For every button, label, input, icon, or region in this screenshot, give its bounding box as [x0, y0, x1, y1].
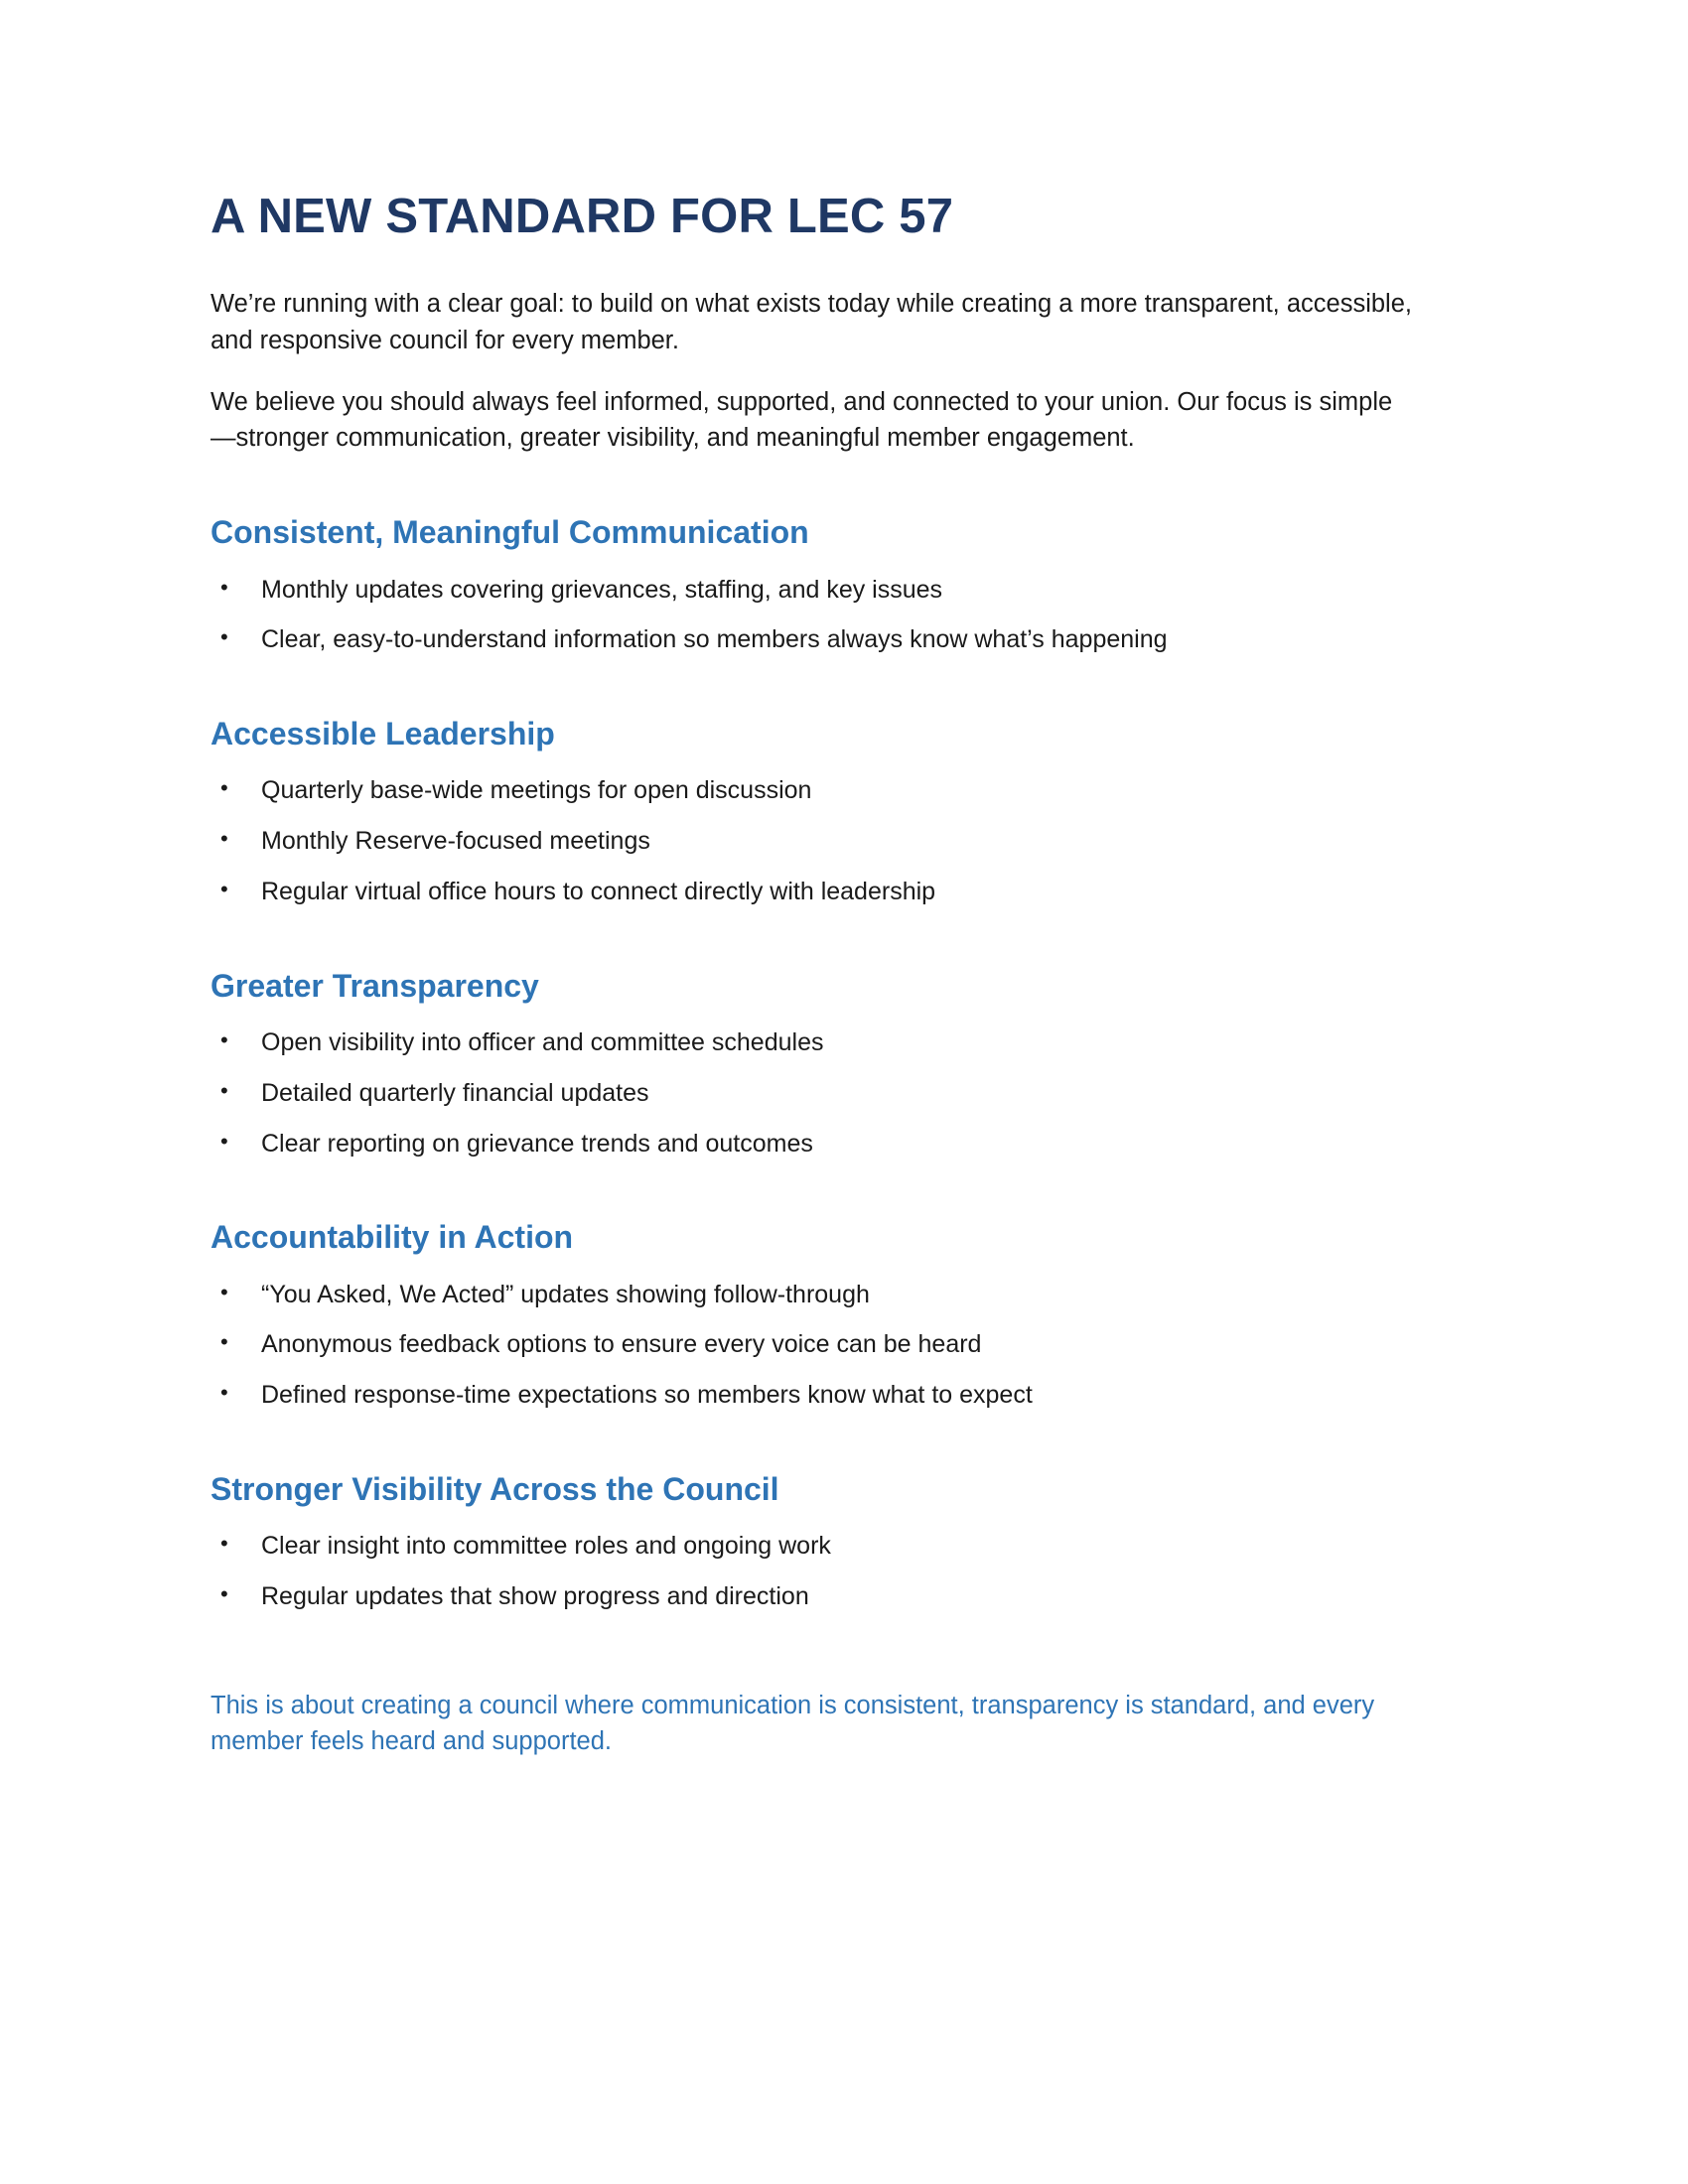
intro-paragraph-1: We’re running with a clear goal: to build on what exists today while creating a more transparent, accessible, and responsive council for every member. [211, 290, 1412, 354]
closing-statement: This is about creating a council where communication is consistent, transparency is standard, and every member feels heard and supported. [211, 1691, 1375, 1756]
list-item: • Regular updates that show progress and direction [211, 1580, 1460, 1614]
section-stronger-visibility-across-the-council [211, 1470, 1460, 1614]
page-title: A NEW STANDARD FOR LEC 57 [211, 190, 954, 243]
list-item: • Clear, easy-to-understand information so members always know what’s happening [211, 623, 1460, 657]
section-heading: Accountability in Action [211, 1219, 574, 1256]
list-item: • Clear reporting on grievance trends and outcomes [211, 1128, 1460, 1161]
list-item: • Open visibility into officer and committee schedules [211, 1026, 1460, 1060]
list-item: • Monthly updates covering grievances, staffing, and key issues [211, 574, 1460, 608]
list-item: • Quarterly base-wide meetings for open discussion [211, 774, 1460, 808]
list-item: • Monthly Reserve-focused meetings [211, 825, 1460, 859]
section-heading: Accessible Leadership [211, 716, 555, 752]
list-item: • “You Asked, We Acted” updates showing follow-through [211, 1279, 1460, 1312]
section-bullet-list [211, 1026, 1460, 1160]
list-item: • Clear insight into committee roles and ongoing work [211, 1530, 1460, 1564]
section-bullet-list [211, 1530, 1460, 1614]
section-greater-transparency [211, 967, 1460, 1161]
section-heading: Stronger Visibility Across the Council [211, 1470, 779, 1507]
intro-paragraph-2: We believe you should always feel informed, supported, and connected to your union. Our focus is simple—stronger communication, greater visibility, and meaningful member engagement. [211, 387, 1393, 452]
list-item: • Regular virtual office hours to connect directly with leadership [211, 876, 1460, 909]
section-accountability-in-action [211, 1218, 1460, 1413]
section-bullet-list [211, 774, 1460, 908]
list-item: • Anonymous feedback options to ensure every voice can be heard [211, 1328, 1460, 1362]
section-bullet-list [211, 574, 1460, 658]
list-item: • Defined response-time expectations so members know what to expect [211, 1379, 1460, 1413]
section-heading: Consistent, Meaningful Communication [211, 514, 809, 551]
list-item: • Detailed quarterly financial updates [211, 1077, 1460, 1111]
section-accessible-leadership [211, 715, 1460, 909]
section-consistent-meaningful-communication [211, 513, 1460, 657]
section-heading: Greater Transparency [211, 967, 539, 1004]
section-bullet-list [211, 1279, 1460, 1413]
